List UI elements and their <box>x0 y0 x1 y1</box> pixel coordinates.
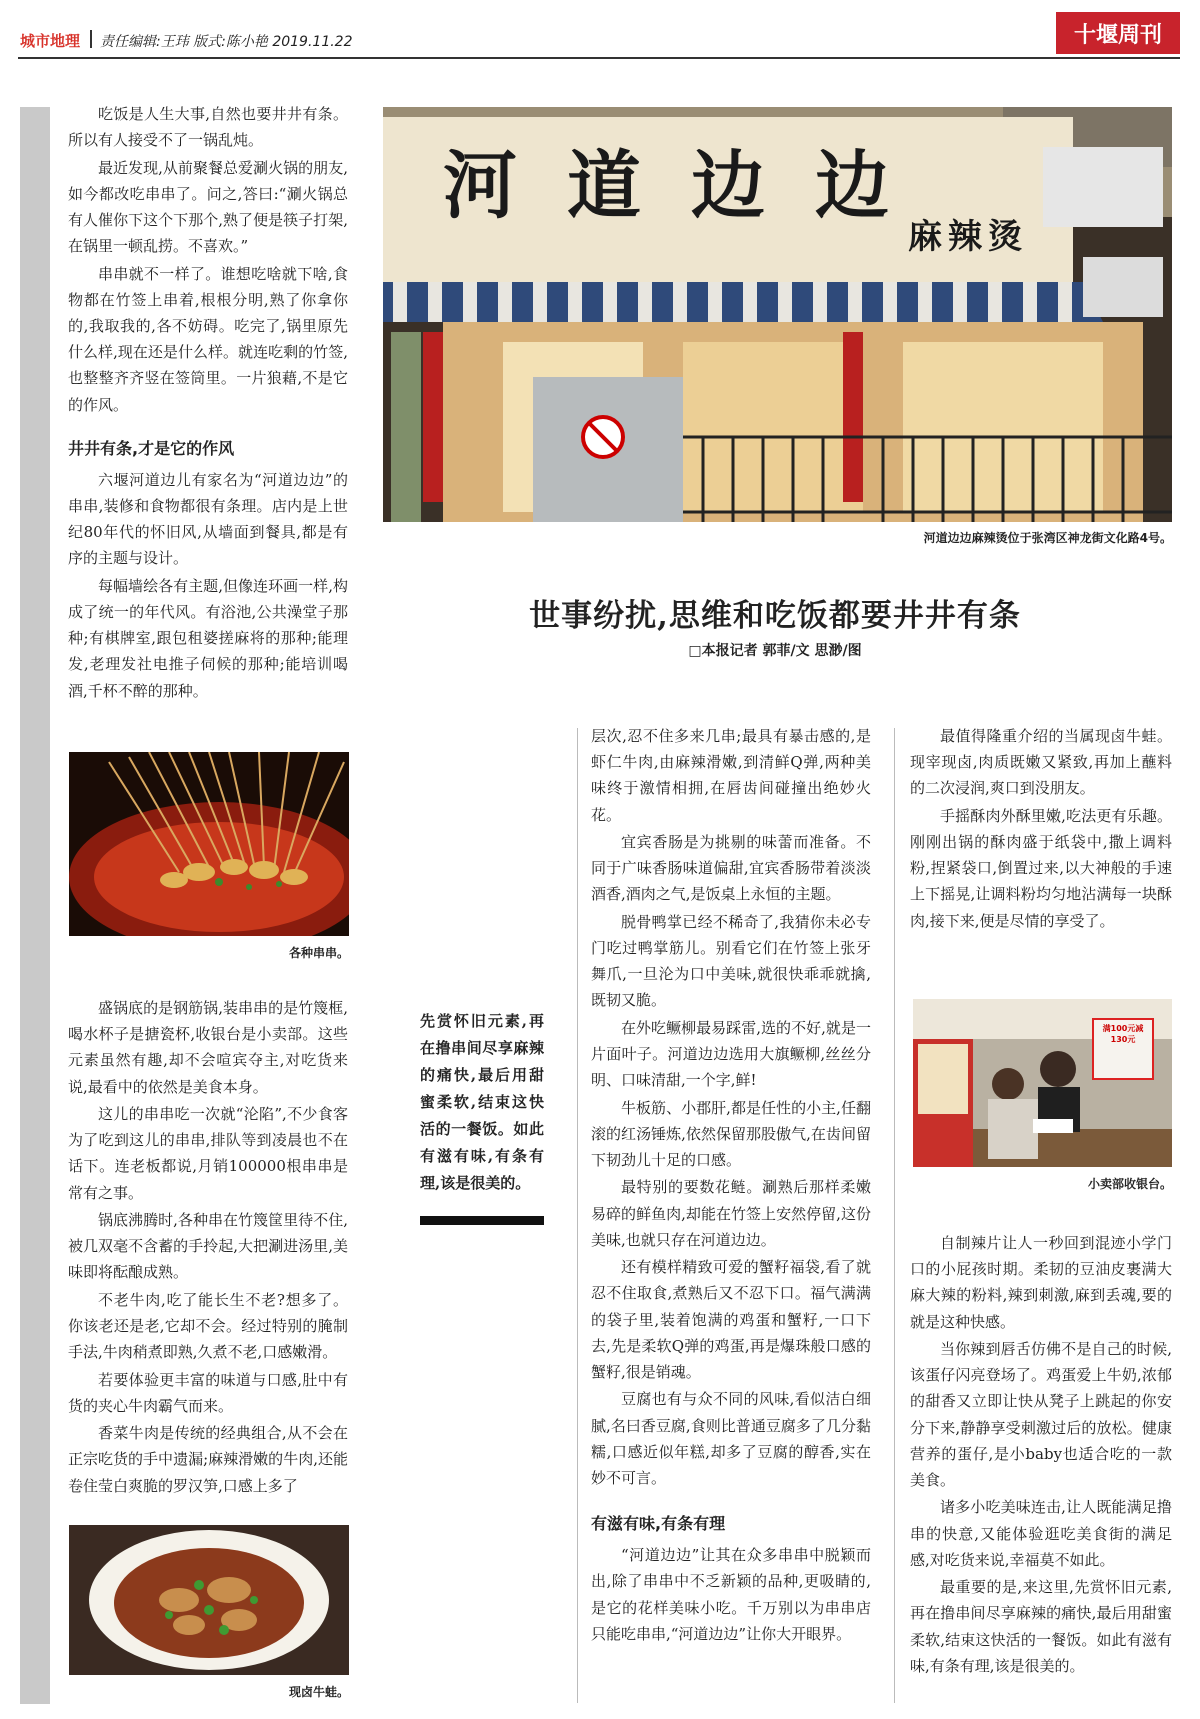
paragraph: 这儿的串串吃一次就“沦陷”,不少食客为了吃到这儿的串串,排队等到凌晨也不在话下。连老板都说,月销100000根串串是常有之事。 <box>68 1105 348 1202</box>
paragraph: 还有模样精致可爱的蟹籽福袋,看了就忍不住取食,煮熟后又不忍下口。福气满满的袋子里,装着饱满的鸡蛋和蟹籽,一口下去,先是柔软Q弹的鸡蛋,再是爆珠般口感的蟹籽,很是销魂。 <box>591 1258 871 1381</box>
header-divider <box>90 30 92 48</box>
paragraph: 最特别的要数花鲢。涮熟后那样柔嫩易碎的鲜鱼肉,却能在竹签上安然停留,这份美味,也就只存在河道边边。 <box>591 1178 871 1249</box>
pull-quote: 先赏怀旧元素,再在撸串间尽享麻辣的痛快,最后用甜蜜柔软,结束这快活的一餐饭。如此有滋有味,有条有理,该是很美的。 <box>420 1012 544 1192</box>
cashier-caption: 小卖部收银台。 <box>1087 1177 1172 1191</box>
section-name: 城市地理 <box>20 32 81 50</box>
paragraph: “河道边边”让其在众多串串中脱颖而出,除了串串中不乏新颖的品种,更吸睛的,是它的花样美味小吃。千万别以为串串店只能吃串串,“河道边边”让你大开眼界。 <box>591 1546 871 1643</box>
frog-dish-illustration <box>69 1525 349 1675</box>
store-sign-text: 河道边边 <box>443 143 939 229</box>
column-divider <box>894 728 895 1703</box>
paragraph: 宜宾香肠是为挑剔的味蕾而准备。不同于广味香肠味道偏甜,宜宾香肠带着淡淡酒香,酒肉之气,是饭桌上永恒的主题。 <box>591 833 871 904</box>
paragraph: 最重要的是,来这里,先赏怀旧元素,再在撸串间尽享麻辣的痛快,最后用甜蜜柔软,结束这快活的一餐饭。如此有滋有味,有条有理,该是很美的。 <box>910 1578 1172 1675</box>
column-1-top <box>68 101 348 705</box>
paragraph: 自制辣片让人一秒回到混迹小学门口的小屁孩时期。柔韧的豆油皮裹满大麻大辣的粉料,辣到刺激,麻到丢魂,要的就是这种快感。 <box>910 1234 1172 1331</box>
column-3-top <box>910 723 1172 935</box>
header-rule <box>18 57 1180 59</box>
paragraph: 在外吃鳜柳最易踩雷,选的不好,就是一片面叶子。河道边边选用大旗鳜柳,丝丝分明、口味清甜,一个字,鲜! <box>591 1018 871 1090</box>
storefront-photo <box>383 107 1172 522</box>
article-byline: □本报记者 郭菲/文 思渺/图 <box>688 643 862 659</box>
skewers-caption: 各种串串。 <box>288 946 349 960</box>
paragraph: 六堰河道边儿有家名为“河道边边”的串串,装修和食物都很有条理。店内是上世纪80年代的怀旧风,从墙面到餐具,都是有序的主题与设计。 <box>68 470 348 568</box>
column-2 <box>591 723 871 1648</box>
paragraph: 不老牛肉,吃了能长生不老?想多了。你该老还是老,它却不会。经过特别的腌制手法,牛肉稍煮即熟,久煮不老,口感嫩滑。 <box>68 1290 348 1362</box>
paragraph: 豆腐也有与众不同的风味,看似洁白细腻,名曰香豆腐,食则比普通豆腐多了几分黏糯,口感近似年糕,却多了豆腐的醇香,实在妙不可言。 <box>591 1390 871 1487</box>
paragraph: 串串就不一样了。谁想吃啥就下啥,食物都在竹签上串着,根根分明,熟了你拿你的,我取我的,各不妨碍。吃完了,锅里原先什么样,现在还是什么样。就连吃剩的竹签,也整整齐齐竖在签筒里。一片狼藉,不是它的作风。 <box>68 264 348 414</box>
paragraph: 诸多小吃美味连击,让人既能满足撸串的快意,又能体验逛吃美食街的满足感,对吃货来说,幸福莫不如此。 <box>910 1498 1172 1569</box>
paragraph: 每幅墙绘各有主题,但像连环画一样,构成了统一的年代风。有浴池,公共澡堂子那种;有棋牌室,跟包租婆搓麻将的那种;能理发,老理发社电推子伺候的那种;能培训喝酒,千杯不醉的那种。 <box>68 576 348 700</box>
section-heading: 井井有条,才是它的作风 <box>68 438 235 458</box>
editor-meta: 责任编辑:王玮 版式:陈小艳 2019.11.22 <box>100 34 353 50</box>
paragraph: 最值得隆重介绍的当属现卤牛蛙。现宰现卤,肉质既嫩又紧致,再加上蘸料的二次浸润,爽口到没朋友。 <box>910 727 1172 798</box>
skewers-illustration <box>69 752 349 936</box>
column-3-bottom <box>910 1230 1172 1680</box>
paragraph: 盛锅底的是钢筋锅,装串串的是竹篾框,喝水杯子是搪瓷杯,收银台是小卖部。这些元素虽然有趣,却不会喧宾夺主,对吃货来说,最看中的依然是美食本身。 <box>68 999 348 1096</box>
pull-quote-bar <box>420 1216 544 1225</box>
paragraph: 锅底沸腾时,各种串在竹篾筐里待不住,被几双毫不含蓄的手拎起,大把涮进汤里,美味即将酝酿成熟。 <box>68 1211 348 1282</box>
cashier-photo <box>913 999 1172 1167</box>
cashier-promo-sign: 满100元减130元 <box>1102 1024 1144 1044</box>
paragraph: 层次,忍不住多来几串;最具有暴击感的,是虾仁牛肉,由麻辣滑嫩,到清鲜Q弹,两种美味终于激情相拥,在唇齿间碰撞出绝妙火花。 <box>591 727 871 824</box>
paragraph: 牛板筋、小郡肝,都是任性的小主,任翻滚的红汤锤炼,依然保留那股傲气,在齿间留下韧劲儿十足的口感。 <box>591 1098 871 1169</box>
storefront-caption: 河道边边麻辣烫位于张湾区神龙街文化路4号。 <box>923 531 1172 545</box>
section-heading: 有滋有味,有条有理 <box>591 1514 726 1534</box>
paragraph: 香菜牛肉是传统的经典组合,从不会在正宗吃货的手中遗漏;麻辣滑嫩的牛肉,还能卷住莹白爽脆的罗汉笋,口感上多了 <box>68 1424 348 1495</box>
frog-caption: 现卤牛蛙。 <box>288 1685 349 1699</box>
store-sign-subtext: 麻辣烫 <box>908 217 1028 257</box>
logo-text: 十堰周刊 <box>1073 22 1162 48</box>
frog-photo <box>69 1525 349 1675</box>
column-1-bottom <box>68 995 348 1500</box>
paragraph: 吃饭是人生大事,自然也要井井有条。所以有人接受不了一锅乱炖。 <box>68 105 348 150</box>
paragraph: 若要体验更丰富的味道与口感,肚中有货的夹心牛肉霸气而来。 <box>68 1370 348 1415</box>
skewers-photo <box>69 752 349 936</box>
paragraph: 当你辣到唇舌仿佛不是自己的时候,该蛋仔闪亮登场了。鸡蛋爱上牛奶,浓郁的甜香又立即让快从凳子上跳起的你安分下来,静静享受刺激过后的放松。健康营养的蛋仔,是小baby也适合吃的一款美食。 <box>910 1340 1172 1490</box>
article-headline: 世事纷扰,思维和吃饭都要井井有条 <box>529 598 1021 634</box>
column-divider <box>577 728 578 1703</box>
left-decorative-bar <box>20 107 50 1704</box>
paragraph: 手摇酥肉外酥里嫩,吃法更有乐趣。刚刚出锅的酥肉盛于纸袋中,撒上调料粉,捏紧袋口,倒置过来,以大神般的手速上下摇晃,让调料粉均匀地沾满每一块酥肉,接下来,便是尽情的享受了。 <box>910 806 1172 930</box>
paragraph: 脱骨鸭掌已经不稀奇了,我猜你未必专门吃过鸭掌筋儿。别看它们在竹签上张牙舞爪,一旦沦为口中美味,就很快乖乖就擒,既韧又脆。 <box>591 912 871 1010</box>
publication-logo <box>1056 12 1180 54</box>
paragraph: 最近发现,从前聚餐总爱涮火锅的朋友,如今都改吃串串了。问之,答曰:“涮火锅总有人催你下这个下那个,熟了便是筷子打架,在锅里一顿乱捞。不喜欢。” <box>68 158 348 256</box>
